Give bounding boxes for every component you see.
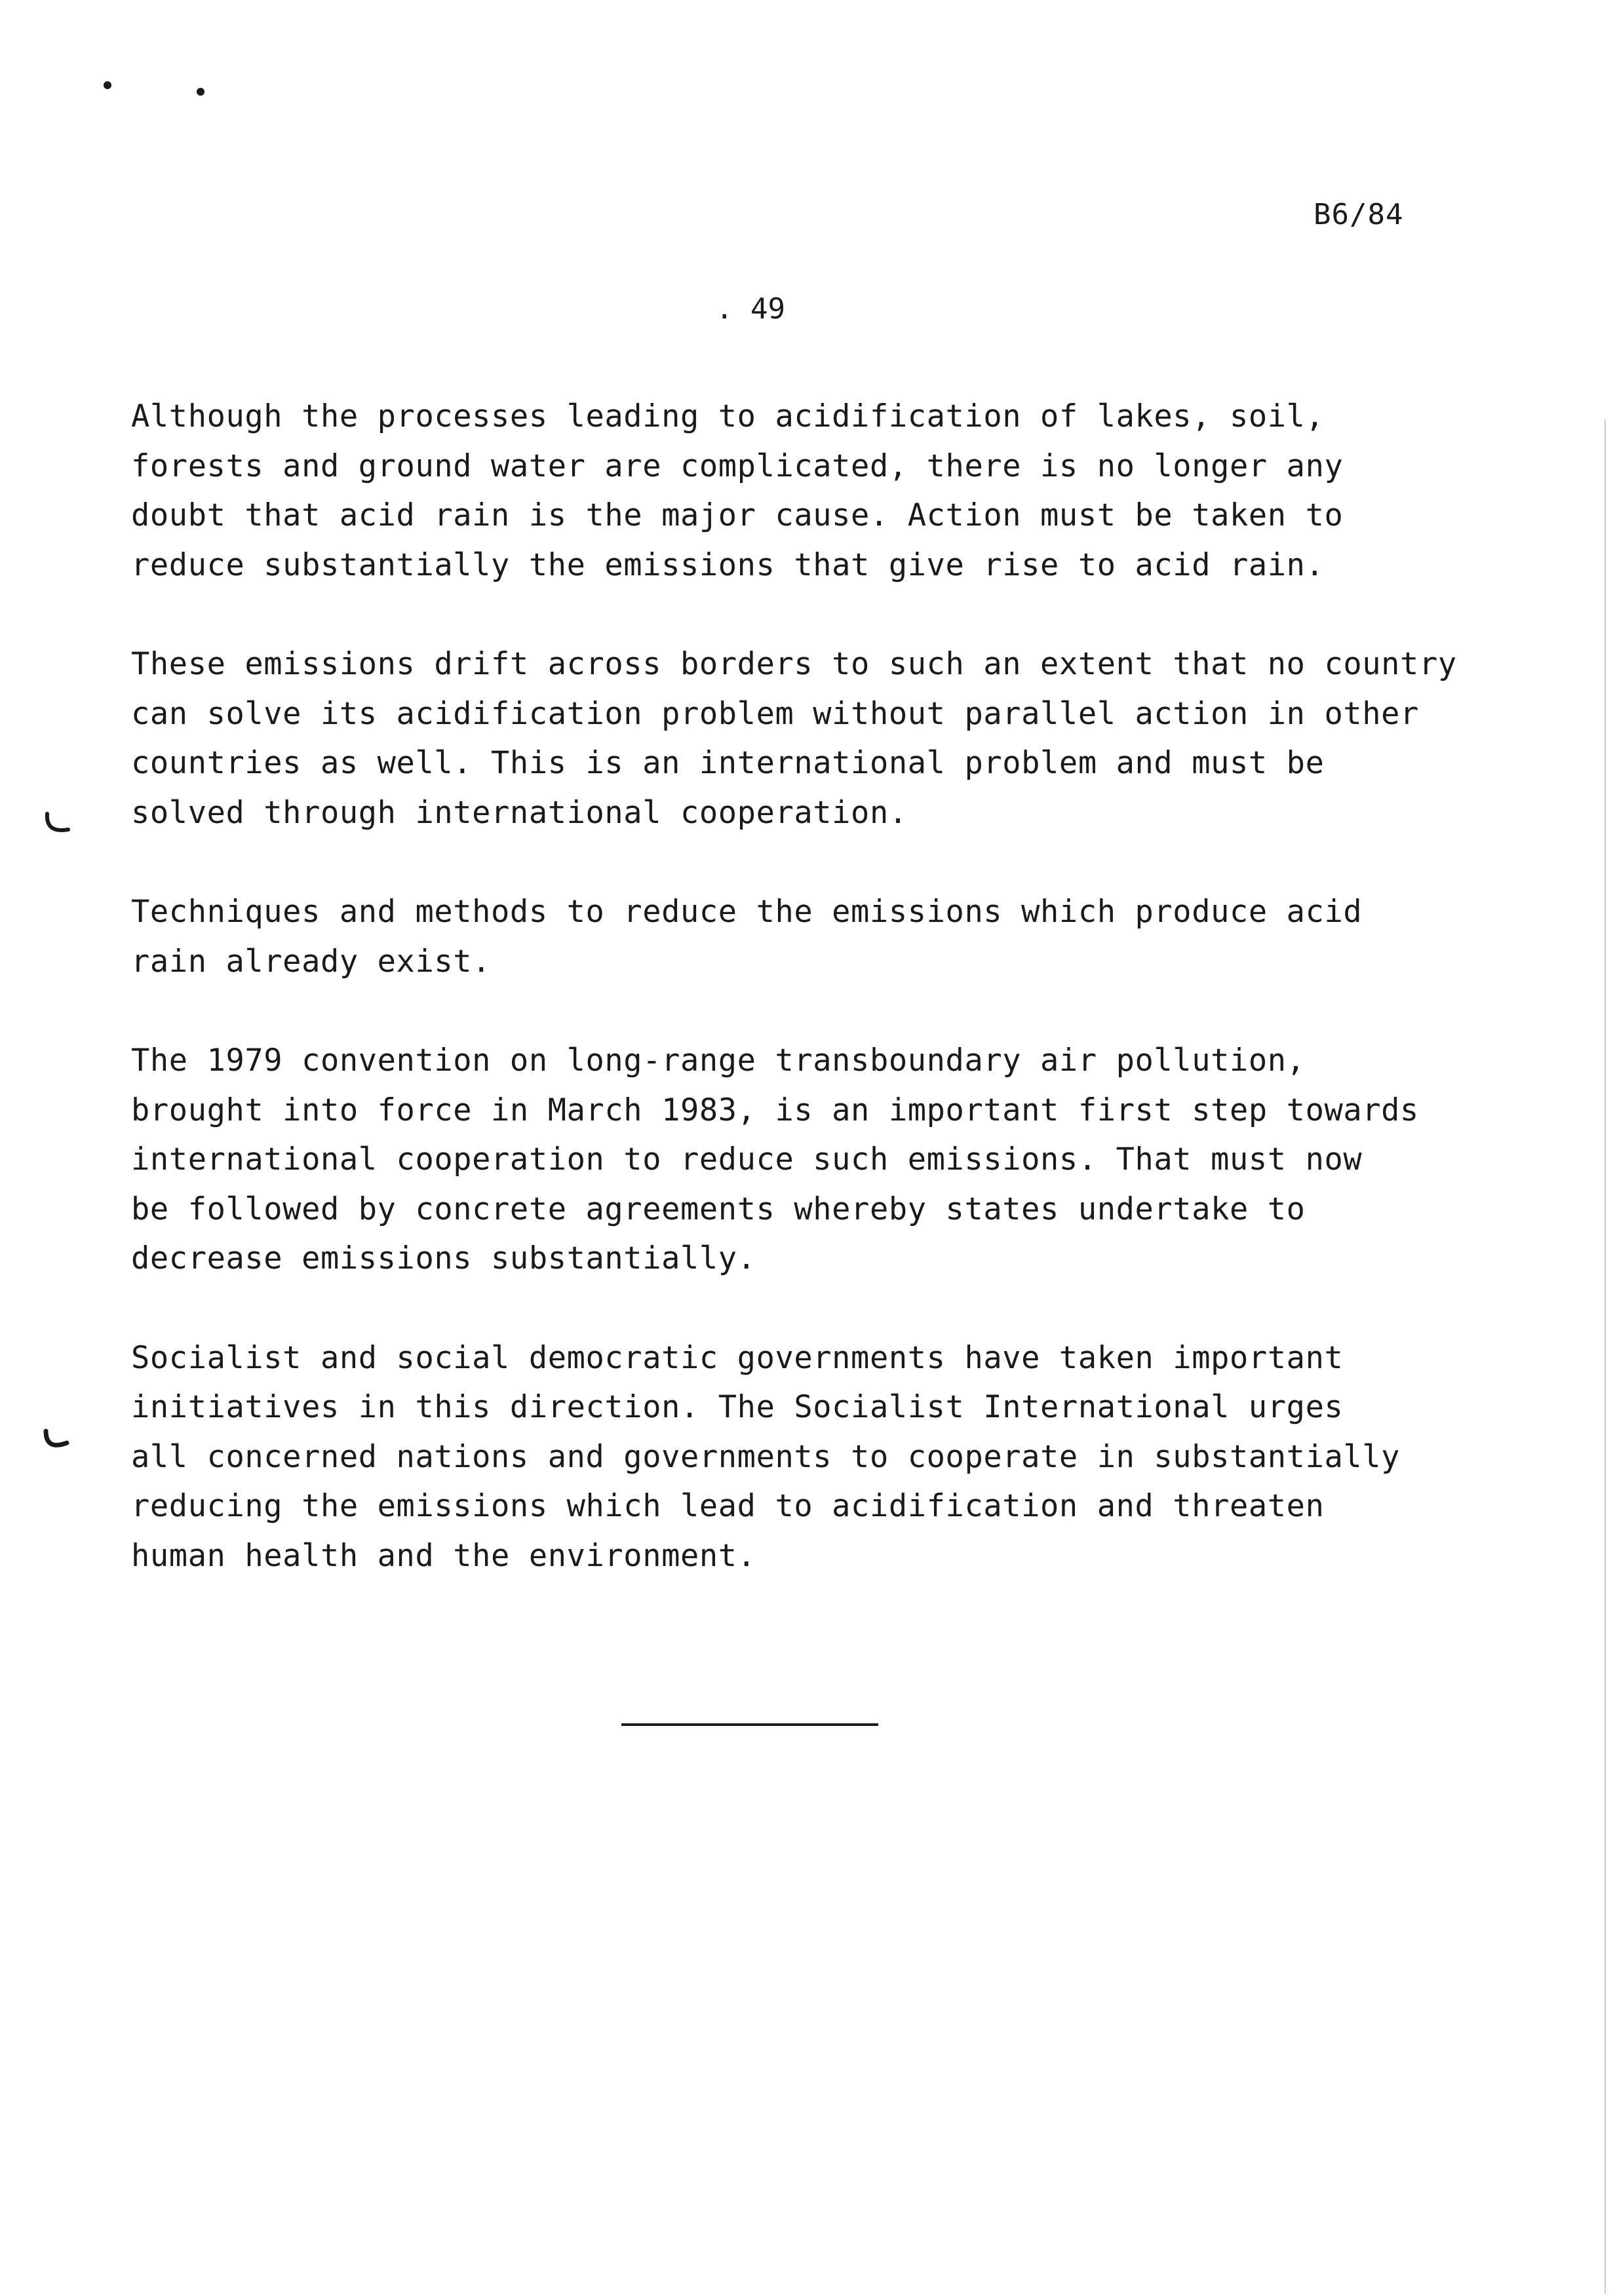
text-line: reducing the emissions which lead to acidification and threaten bbox=[131, 1488, 1325, 1524]
paragraph-socialist-initiatives bbox=[131, 1333, 1560, 1581]
text-line: Although the processes leading to acidification of lakes, soil, bbox=[131, 398, 1325, 434]
paragraph-convention bbox=[131, 1036, 1560, 1284]
scan-speck bbox=[197, 88, 204, 96]
text-line: Techniques and methods to reduce the emissions which produce acid bbox=[131, 894, 1363, 930]
punch-hole-mark-icon bbox=[42, 1428, 69, 1456]
end-rule bbox=[621, 1723, 878, 1726]
text-line: brought into force in March 1983, is an important first step towards bbox=[131, 1092, 1419, 1128]
text-line: These emissions drift across borders to such an extent that no country bbox=[131, 646, 1457, 682]
paragraph-acidification-cause bbox=[131, 392, 1560, 590]
scan-edge-shadow bbox=[1605, 419, 1606, 2293]
text-line: countries as well. This is an international problem and must be bbox=[131, 745, 1325, 781]
document-reference: B6/84 bbox=[1313, 198, 1404, 231]
text-line: initiatives in this direction. The Socialist International urges bbox=[131, 1389, 1344, 1425]
paragraph-techniques bbox=[131, 887, 1560, 986]
scan-speck bbox=[104, 81, 111, 89]
punch-hole-mark-icon bbox=[43, 810, 71, 837]
text-line: human health and the environment. bbox=[131, 1537, 756, 1574]
text-line: all concerned nations and governments to cooperate in substantially bbox=[131, 1438, 1401, 1475]
page-number: . 49 bbox=[716, 292, 785, 326]
text-line: Socialist and social democratic governments have taken important bbox=[131, 1339, 1344, 1376]
document-body bbox=[131, 392, 1560, 1630]
text-line: solved through international cooperation. bbox=[131, 794, 908, 831]
text-line: be followed by concrete agreements whereby states undertake to bbox=[131, 1191, 1306, 1227]
text-line: rain already exist. bbox=[131, 943, 492, 980]
text-line: forests and ground water are complicated, there is no longer any bbox=[131, 448, 1344, 484]
text-line: doubt that acid rain is the major cause. Action must be taken to bbox=[131, 497, 1344, 533]
text-line: reduce substantially the emissions that give rise to acid rain. bbox=[131, 546, 1325, 583]
paragraph-international-problem bbox=[131, 640, 1560, 837]
text-line: The 1979 convention on long-range transboundary air pollution, bbox=[131, 1043, 1306, 1079]
text-line: international cooperation to reduce such emissions. That must now bbox=[131, 1141, 1363, 1177]
text-line: can solve its acidification problem without parallel action in other bbox=[131, 695, 1419, 732]
text-line: decrease emissions substantially. bbox=[131, 1240, 756, 1276]
